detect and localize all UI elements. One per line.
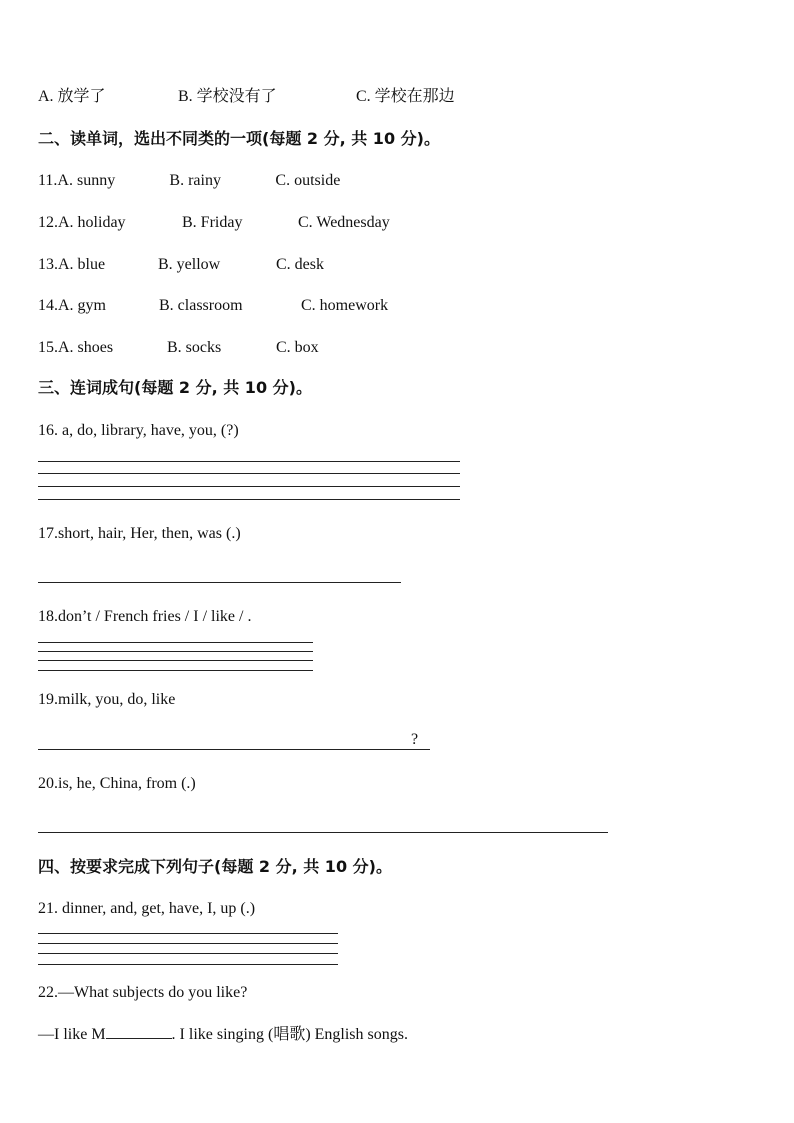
section3-title: 三、连词成句(每题 2 分, 共 10 分)。: [38, 378, 312, 397]
answer-line[interactable]: [38, 473, 460, 474]
question-15: [38, 338, 319, 358]
question-16: 16. a, do, library, have, you, (?): [38, 422, 239, 439]
answer-line[interactable]: [38, 461, 460, 462]
question-11: [38, 171, 340, 191]
q12-number: 12.: [38, 214, 58, 231]
answer-line[interactable]: [38, 749, 430, 750]
q12-option-c: C. Wednesday: [298, 214, 390, 231]
question-20: 20.is, he, China, from (.): [38, 775, 196, 792]
question-18: 18.don’t / French fries / I / like / .: [38, 608, 252, 625]
q15-option-a: A. shoes: [58, 339, 114, 356]
answer-line[interactable]: [38, 964, 338, 965]
q10-option-b: B. 学校没有了: [178, 88, 277, 105]
question-19: 19.milk, you, do, like: [38, 691, 176, 708]
q14-option-b: B. classroom: [159, 297, 243, 314]
answer-line[interactable]: [38, 670, 313, 671]
q15-option-c: C. box: [276, 339, 319, 356]
answer-line[interactable]: [38, 660, 313, 661]
section2-title: 二、读单词，选出不同类的一项(每题 2 分, 共 10 分)。: [38, 129, 440, 148]
answer-line[interactable]: [38, 499, 460, 500]
question-12: [38, 213, 390, 233]
q15-number: 15.: [38, 339, 58, 356]
question-22: 22.—What subjects do you like?: [38, 984, 248, 1001]
q14-option-a: A. gym: [58, 297, 106, 314]
q12-option-b: B. Friday: [182, 214, 243, 231]
q13-number: 13.: [38, 256, 58, 273]
question-13: [38, 255, 324, 275]
q15-option-b: B. socks: [167, 339, 222, 356]
q22-answer-suffix: . I like singing (唱歌) English songs.: [171, 1026, 408, 1043]
answer-line[interactable]: [38, 832, 608, 833]
q10-options: [38, 87, 455, 107]
answer-line[interactable]: [38, 642, 313, 643]
q11-option-a: A. sunny: [57, 172, 116, 189]
q22-answer-prefix: —I like M: [38, 1026, 106, 1043]
question-21: 21. dinner, and, get, have, I, up (.): [38, 900, 256, 917]
answer-line[interactable]: [38, 582, 401, 583]
q13-option-a: A. blue: [58, 256, 106, 273]
q11-option-c: C. outside: [275, 172, 341, 189]
q14-option-c: C. homework: [301, 297, 389, 314]
answer-line[interactable]: [38, 943, 338, 944]
q12-option-a: A. holiday: [58, 214, 126, 231]
q19-question-mark: ?: [411, 731, 419, 748]
q22-answer: [38, 1024, 408, 1045]
question-17: 17.short, hair, Her, then, was (.): [38, 525, 241, 542]
q14-number: 14.: [38, 297, 58, 314]
q22-blank[interactable]: [106, 1024, 172, 1039]
q10-option-a: A. 放学了: [38, 88, 106, 105]
answer-line[interactable]: [38, 486, 460, 487]
answer-line[interactable]: [38, 651, 313, 652]
answer-line[interactable]: [38, 953, 338, 954]
answer-line[interactable]: [38, 933, 338, 934]
q13-option-b: B. yellow: [158, 256, 221, 273]
q10-option-c: C. 学校在那边: [356, 88, 455, 105]
q11-option-b: B. rainy: [169, 172, 221, 189]
section4-title: 四、按要求完成下列句子(每题 2 分, 共 10 分)。: [38, 857, 392, 876]
q13-option-c: C. desk: [276, 256, 324, 273]
q11-number: 11.: [38, 172, 58, 189]
question-14: [38, 296, 388, 316]
